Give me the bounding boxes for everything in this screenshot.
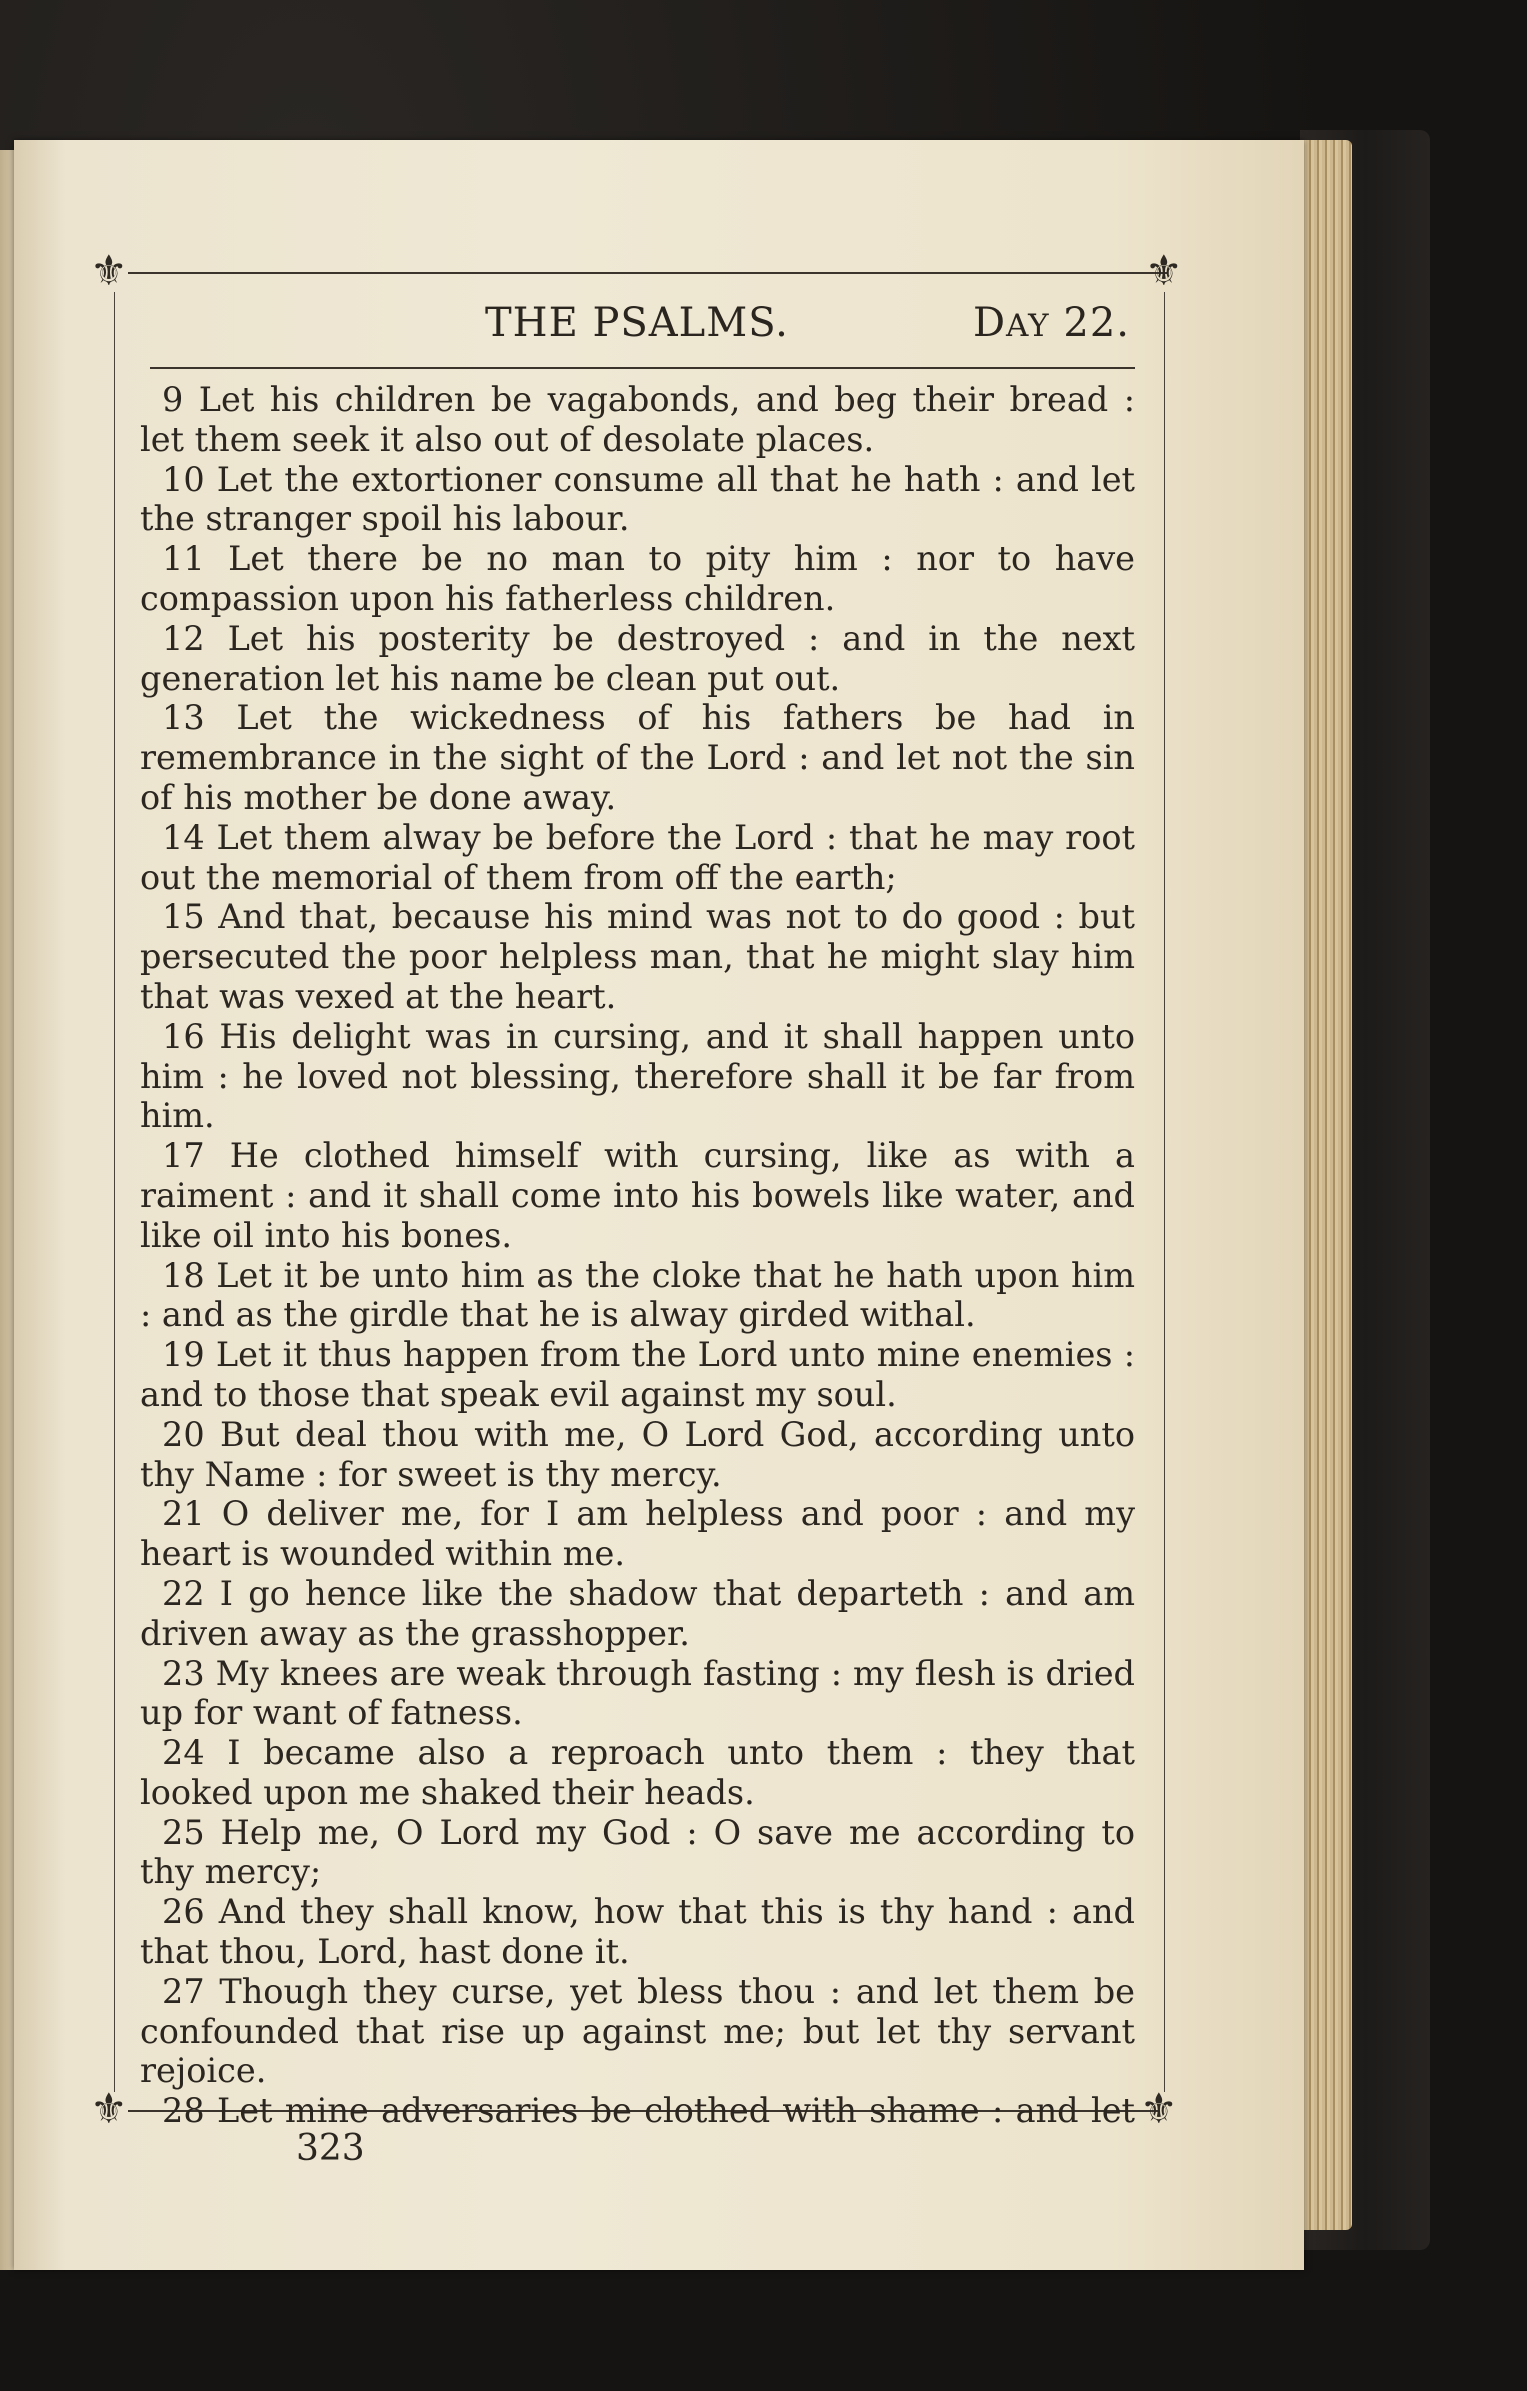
book-title: THE PSALMS. [485,300,789,346]
verse: 26 And they shall know, how that this is thy hand : and that thou, Lord, hast done it. [140,1892,1135,1972]
verse: 14 Let them alway be before the Lord : that he may root out the memorial of them from off the earth; [140,817,1135,897]
verse: 17 He clothed himself with cursing, like as with a raiment : and it shall come into his bowels like water, and like oil into his bones. [140,1136,1135,1255]
left-frame-rule [114,292,115,2092]
verse: 9 Let his children be vagabonds, and beg their bread : let them seek it also out of desolate places. [140,380,1135,459]
verse: 21 O deliver me, for I am helpless and poor : and my heart is wounded within me. [140,1494,1135,1574]
right-frame-rule [1164,292,1165,2092]
verse: 12 Let his posterity be destroyed : and in the next generation let his name be clean put out. [140,618,1135,698]
verse: 19 Let it thus happen from the Lord unto mine enemies : and to those that speak evil against my soul. [140,1335,1135,1414]
verse: 10 Let the extortioner consume all that he hath : and let the stranger spoil his labour. [140,459,1135,539]
top-frame-rule [128,272,1168,274]
verse-list [140,380,1135,2131]
corner-ornament-top-left-icon: ⚜ [90,246,128,295]
corner-ornament-bottom-left-icon: ⚜ [90,2084,128,2133]
verse: 11 Let there be no man to pity him : nor to have compassion upon his fatherless children. [140,539,1135,618]
verse: 16 His delight was in cursing, and it shall happen unto him : he loved not blessing, therefore shall it be far from him. [140,1016,1135,1136]
verse: 25 Help me, O Lord my God : O save me according to thy mercy; [140,1812,1135,1892]
verse: 24 I became also a reproach unto them : they that looked upon me shaked their heads. [140,1733,1135,1812]
verse: 20 But deal thou with me, O Lord God, according unto thy Name : for sweet is thy mercy. [140,1414,1135,1494]
corner-ornament-bottom-right-icon: ⚜ [1140,2084,1178,2133]
verse: 18 Let it be unto him as the cloke that he hath upon him : and as the girdle that he is alway girded withal. [140,1255,1135,1335]
header-rule [150,367,1135,369]
verse: 15 And that, because his mind was not to do good : but persecuted the poor helpless man, that he might slay him that was vexed at the heart. [140,897,1135,1016]
verse: 22 I go hence like the shadow that departeth : and am driven away as the grasshopper. [140,1573,1135,1653]
day-label: DAY 22. [972,300,1130,346]
corner-ornament-top-right-icon: ⚜ [1145,246,1183,295]
page-number: 323 [296,2128,365,2169]
verse: 23 My knees are weak through fasting : my flesh is dried up for want of fatness. [140,1653,1135,1733]
running-header [140,300,1130,360]
verse: 28 Let mine adversaries be clothed with shame : and let [162,2091,1135,2131]
verse: 13 Let the wickedness of his fathers be had in remembrance in the sight of the Lord : and let not the sin of his mother be done away. [140,698,1135,817]
verse: 27 Though they curse, yet bless thou : and let them be confounded that rise up against me; but let thy servant rejoice. [140,1971,1135,2091]
